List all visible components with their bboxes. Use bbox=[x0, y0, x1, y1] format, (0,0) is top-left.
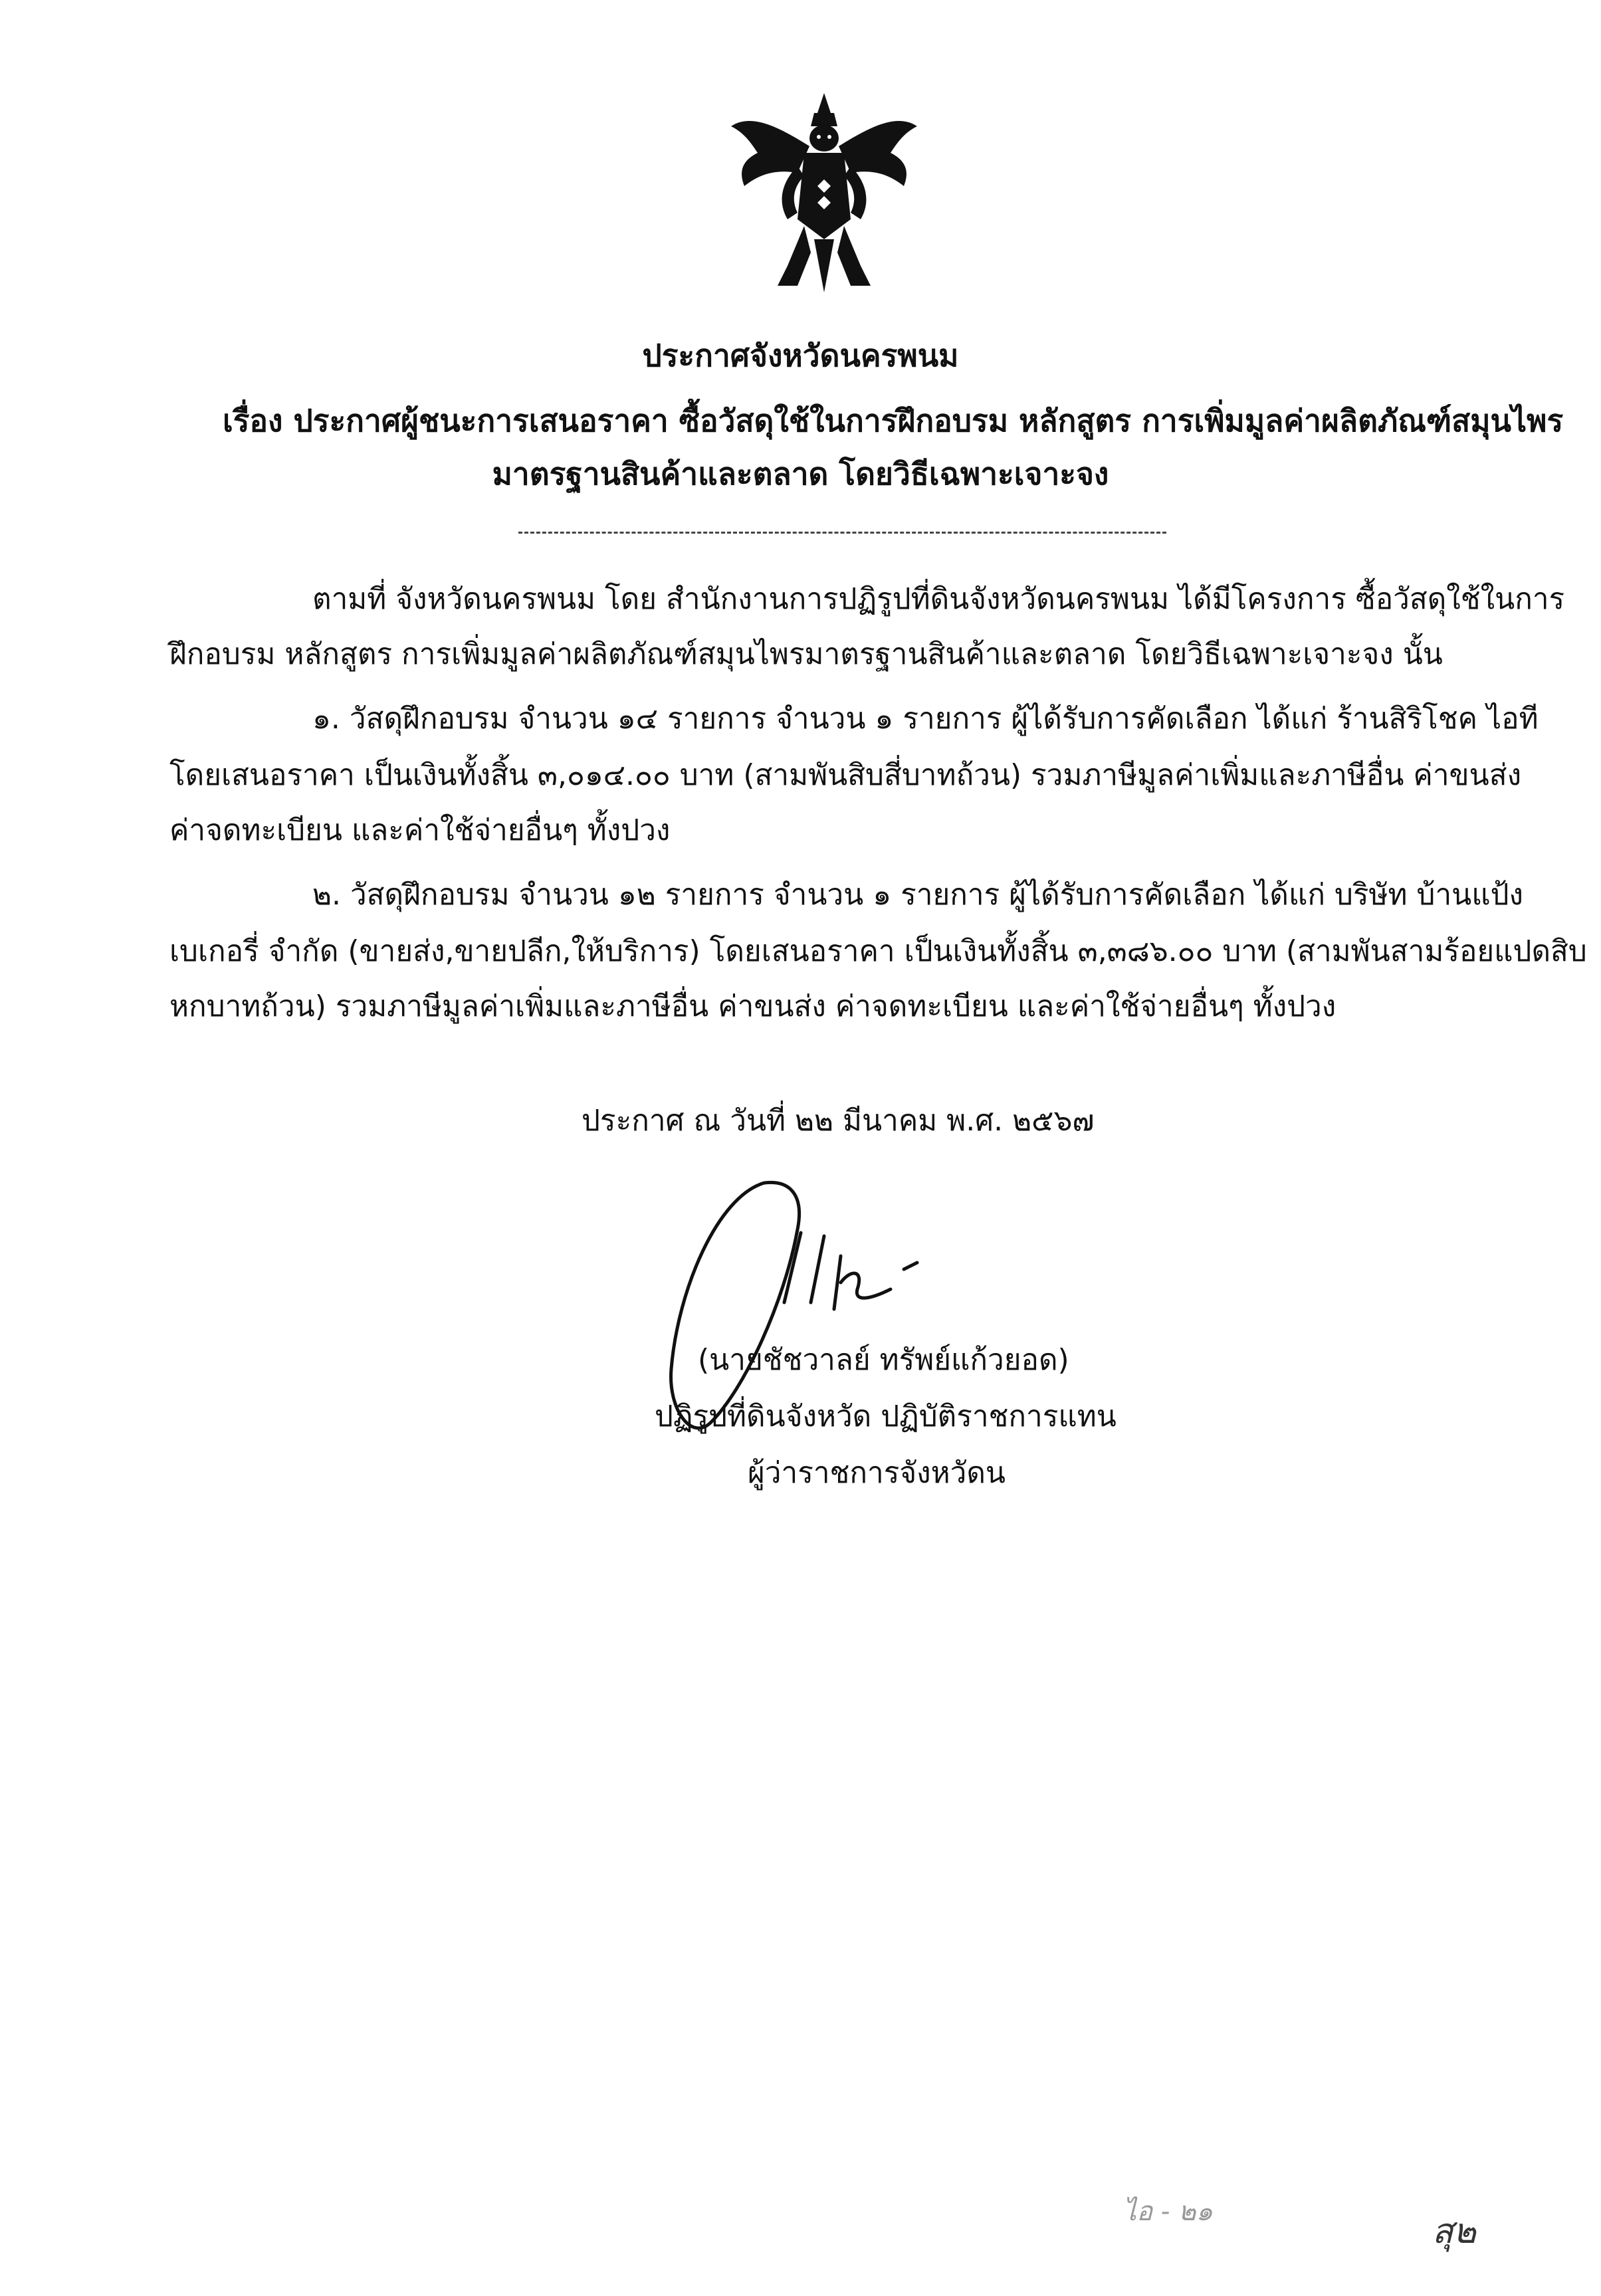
announcement-date: ประกาศ ณ วันที่ ๒๒ มีนาคม พ.ศ. ๒๕๖๗ bbox=[582, 1104, 1095, 1138]
signatory-name: (นายชัชวาลย์ ทรัพย์แก้วยอด) bbox=[698, 1343, 1069, 1377]
footer-mark-left: ไอ - ๒๑ bbox=[1123, 2196, 1213, 2227]
signatory-title-1: ปฏิรูปที่ดินจังหวัด ปฏิบัติราชการแทน bbox=[655, 1400, 1117, 1433]
item-1-line-3: ค่าจดทะเบียน และค่าใช้จ่ายอื่นๆ ทั้งปวง bbox=[169, 813, 671, 847]
footer-mark-right: สุ๒ bbox=[1432, 2212, 1477, 2251]
signatory-title-2: ผู้ว่าราชการจังหวัดน bbox=[748, 1456, 1006, 1490]
subject-line-2: มาตรฐานสินค้าและตลาด โดยวิธีเฉพาะเจาะจง bbox=[492, 456, 1109, 492]
intro-line-2: ฝึกอบรม หลักสูตร การเพิ่มมูลค่าผลิตภัณฑ์สมุนไพรมาตรฐานสินค้าและตลาด โดยวิธีเฉพาะเจาะจง นั้น bbox=[169, 637, 1443, 671]
intro-line-1: ตามที่ จังหวัดนครพนม โดย สำนักงานการปฏิรูปที่ดินจังหวัดนครพนม ได้มีโครงการ ซื้อวัสดุใช้ในการ bbox=[312, 582, 1565, 616]
item-2-line-1: ๒. วัสดุฝึกอบรม จำนวน ๑๒ รายการ จำนวน ๑ รายการ ผู้ได้รับการคัดเลือก ได้แก่ บริษัท บ้านแป้ง bbox=[312, 878, 1524, 912]
item-2-line-2: เบเกอรี่ จำกัด (ขายส่ง,ขายปลีก,ให้บริการ) โดยเสนอราคา เป็นเงินทั้งสิ้น ๓,๓๘๖.๐๐ บาท (สามพันสามร้อยแปดสิบ bbox=[169, 934, 1587, 968]
item-1-line-2: โดยเสนอราคา เป็นเงินทั้งสิ้น ๓,๐๑๔.๐๐ บาท (สามพันสิบสี่บาทถ้วน) รวมภาษีมูลค่าเพิ่มและภาษีอื่น ค่าขนส่ง bbox=[169, 758, 1522, 792]
page-title: ประกาศจังหวัดนครพนม bbox=[642, 338, 959, 373]
item-2-line-3: หกบาทถ้วน) รวมภาษีมูลค่าเพิ่มและภาษีอื่น ค่าขนส่ง ค่าจดทะเบียน และค่าใช้จ่ายอื่นๆ ทั้งปวง bbox=[169, 990, 1336, 1023]
divider bbox=[518, 532, 1166, 534]
subject-line-1: เรื่อง ประกาศผู้ชนะการเสนอราคา ซื้อวัสดุใช้ในการฝึกอบรม หลักสูตร การเพิ่มมูลค่าผลิตภัณฑ์สมุนไพร bbox=[223, 403, 1564, 439]
garuda-emblem-icon bbox=[724, 86, 924, 299]
item-1-line-1: ๑. วัสดุฝึกอบรม จำนวน ๑๔ รายการ จำนวน ๑ รายการ ผู้ได้รับการคัดเลือก ได้แก่ ร้านสิริโชค ไอที bbox=[312, 702, 1539, 736]
